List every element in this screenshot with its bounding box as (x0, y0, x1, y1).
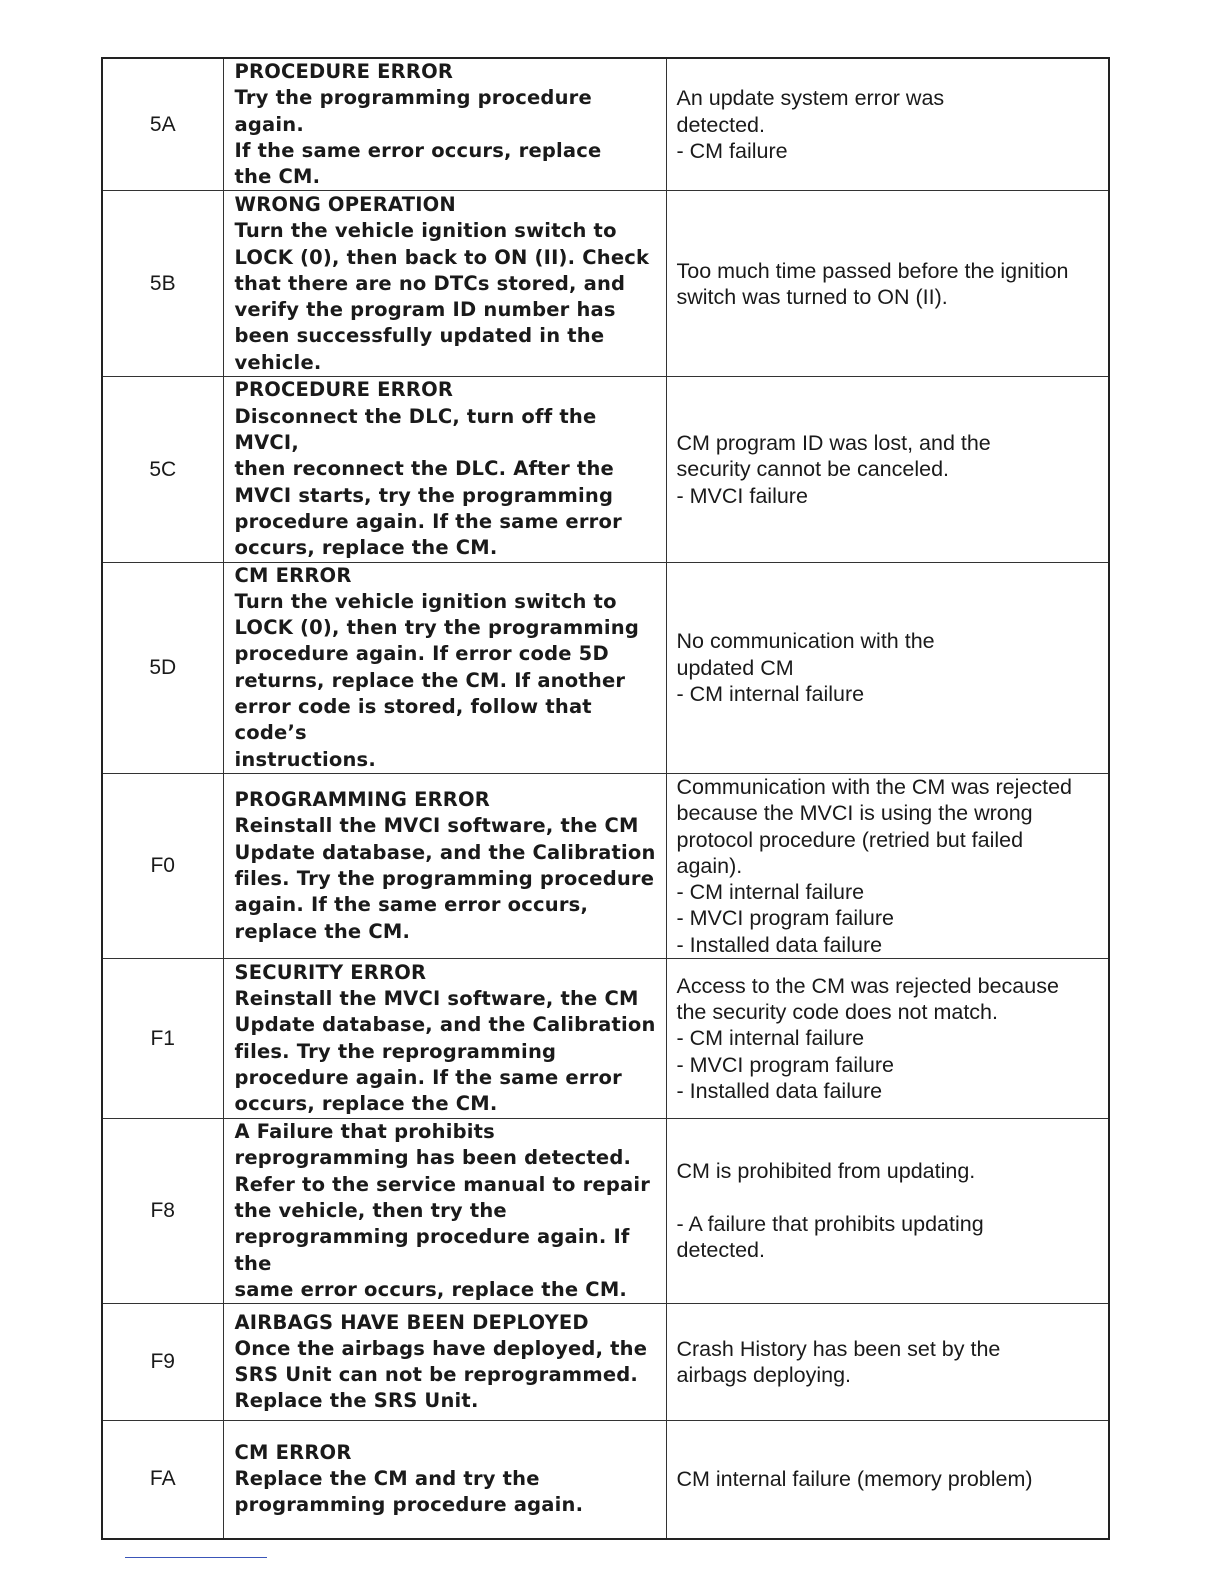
action-cell (223, 377, 666, 562)
action-text: Reinstall the MVCI software, the CM Update database, and the Calibration files. Try the reprogramming procedure again. If the same error occurs, replace the CM. (234, 986, 656, 1116)
error-title: PROCEDURE ERROR (234, 378, 454, 402)
action-text: A Failure that prohibits reprogramming has been detected. Refer to the service manual to repair the vehicle, then try the reprogramming procedure again. If the same error occurs, replace the CM. (234, 1120, 651, 1301)
cause-cell (666, 773, 1109, 958)
table-row (102, 959, 1109, 1119)
action-cell (223, 191, 666, 377)
cause-text: CM internal failure (memory problem) (676, 1467, 1033, 1492)
cause-cell (666, 377, 1109, 562)
cause-text: Communication with the CM was rejected because the MVCI is using the wrong protocol procedure (retried but failed again). - CM internal failure - MVCI program failure - Installed data failure (676, 774, 1073, 957)
cause-cell (666, 1119, 1109, 1304)
table-row (102, 773, 1109, 958)
error-code-table (101, 57, 1110, 1540)
cause-cell (666, 562, 1109, 773)
cause-cell (666, 1304, 1109, 1421)
table-row (102, 58, 1109, 191)
error-code: 5A (102, 58, 223, 191)
action-cell (223, 58, 666, 191)
error-code: 5C (102, 377, 223, 562)
table-row (102, 1421, 1109, 1539)
error-title: PROCEDURE ERROR (234, 60, 454, 83)
cause-cell (666, 191, 1109, 377)
error-code: 5D (102, 562, 223, 773)
action-text: Reinstall the MVCI software, the CM Update database, and the Calibration files. Try the programming procedure again. If the same error occurs, replace the CM. (234, 814, 656, 943)
error-title: SECURITY ERROR (234, 960, 427, 984)
action-text: Turn the vehicle ignition switch to LOCK (0), then back to ON (II). Check that there are no DTCs stored, and verify the program ID number has been successfully updated in the vehicle. (234, 219, 650, 374)
table-row (102, 191, 1109, 377)
table-row (102, 1119, 1109, 1304)
error-code: F1 (102, 959, 223, 1119)
cause-text: CM is prohibited from updating. - A failure that prohibits updating detected. (676, 1159, 984, 1263)
error-code: F0 (102, 773, 223, 958)
action-cell (223, 1421, 666, 1539)
cause-text: Too much time passed before the ignition switch was turned to ON (II). (676, 258, 1069, 309)
cause-cell (666, 1421, 1109, 1539)
cause-text: CM program ID was lost, and the security cannot be canceled. - MVCI failure (676, 431, 991, 508)
action-text: Once the airbags have deployed, the SRS Unit can not be reprogrammed. Replace the SRS Unit. (234, 1336, 648, 1413)
action-cell (223, 959, 666, 1119)
error-title: AIRBAGS HAVE BEEN DEPLOYED (234, 1310, 589, 1334)
cause-cell (666, 959, 1109, 1119)
action-text: Turn the vehicle ignition switch to LOCK (0), then try the programming procedure again. If error code 5D returns, replace the CM. If another error code is stored, follow that code’s instructions. (234, 589, 640, 771)
error-title: CM ERROR (234, 563, 352, 587)
table-row (102, 377, 1109, 562)
action-text: Disconnect the DLC, turn off the MVCI, then reconnect the DLC. After the MVCI starts, try the programming procedure again. If the same error occurs, replace the CM. (234, 404, 622, 560)
footnote-separator (125, 1557, 267, 1558)
action-cell (223, 562, 666, 773)
error-title: PROGRAMMING ERROR (234, 788, 491, 812)
cause-cell (666, 58, 1109, 191)
error-code: F8 (102, 1119, 223, 1304)
error-title: WRONG OPERATION (234, 192, 456, 216)
action-cell (223, 1304, 666, 1421)
error-code: 5B (102, 191, 223, 377)
error-code: FA (102, 1421, 223, 1539)
action-cell (223, 773, 666, 958)
cause-text: No communication with the updated CM - CM internal failure (676, 629, 935, 706)
action-text: Try the programming procedure again. If the same error occurs, replace the CM. (234, 86, 602, 189)
cause-text: An update system error was detected. - CM failure (676, 86, 945, 163)
error-title: CM ERROR (234, 1440, 352, 1464)
cause-text: Crash History has been set by the airbags deploying. (676, 1336, 1001, 1388)
action-cell (223, 1119, 666, 1304)
error-code: F9 (102, 1304, 223, 1421)
table-row (102, 562, 1109, 773)
action-text: Replace the CM and try the programming procedure again. (234, 1467, 584, 1517)
cause-text: Access to the CM was rejected because the security code does not match. - CM internal failure - MVCI program failure - Installed data failure (676, 973, 1059, 1103)
table-row (102, 1304, 1109, 1421)
